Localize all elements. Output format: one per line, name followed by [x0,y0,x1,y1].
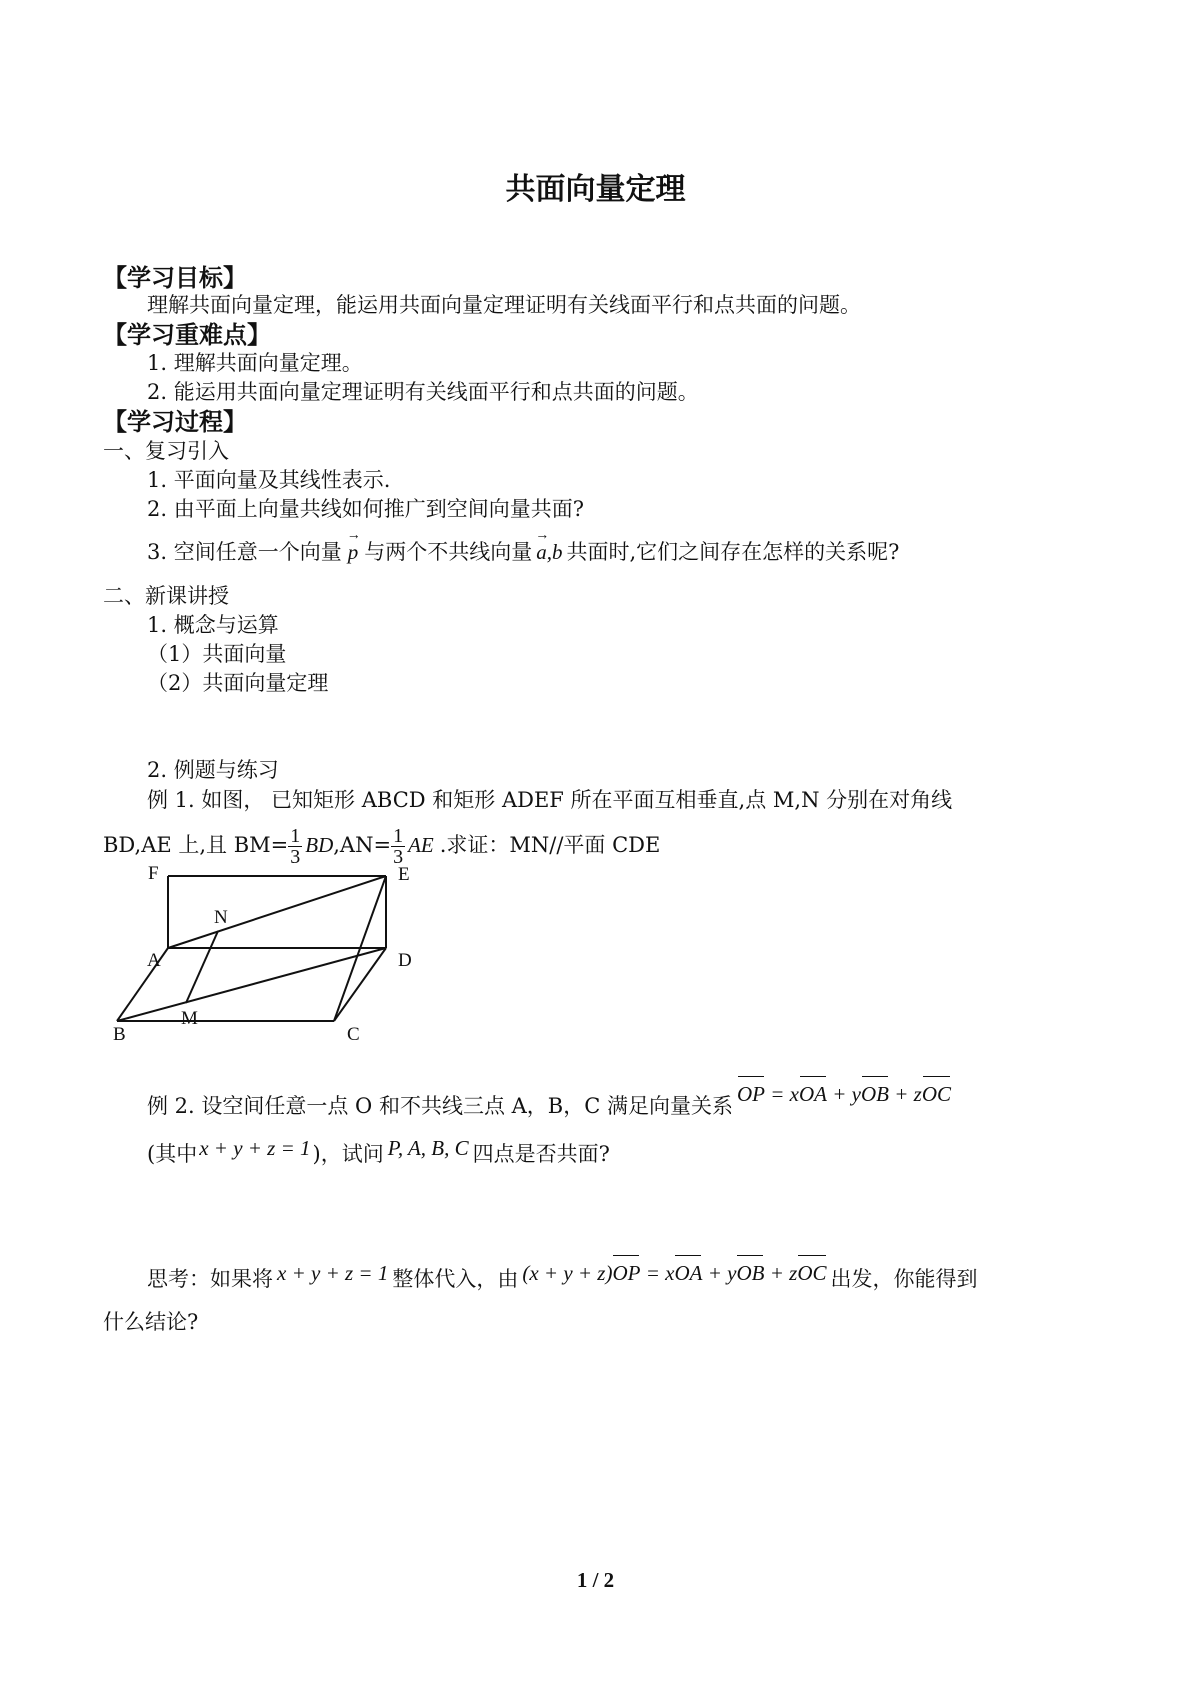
points-pabc: P, A, B, C [387,1136,469,1160]
learning-process-heading: 【学习过程】 [103,407,247,436]
label-e: E [398,864,410,885]
segment-mn [186,931,218,1003]
learning-goal-heading: 【学习目标】 [103,263,247,292]
example-2-text-a: (其中 [147,1142,198,1166]
example-2-line-1 [147,1082,951,1120]
vector-p: → p [348,538,359,566]
example-2-text-b: )，试问 [312,1142,384,1166]
new-lesson-heading: 二、新课讲授 [103,584,229,608]
segment-ae: AE [408,833,434,857]
diagonal-ae [168,876,386,948]
new-lesson-item-2: 2. 例题与练习 [147,758,279,782]
label-b: B [113,1024,126,1045]
review-item-3-part-a: 3. 空间任意一个向量 [147,540,342,564]
label-m: M [181,1008,198,1029]
new-lesson-sub-2: （2）共面向量定理 [147,671,329,695]
think-condition: x + y + z = 1 [277,1261,389,1285]
condition-sum: x + y + z = 1 [199,1136,311,1160]
vectors-a-b: → a,b [536,538,562,566]
new-lesson-item-1: 1. 概念与运算 [147,613,279,637]
review-item-1: 1. 平面向量及其线性表示. [147,468,391,492]
think-text-b: 整体代入，由 [392,1267,519,1291]
example-1-line-1: 例 1. 如图， 已知矩形 ABCD 和矩形 ADEF 所在平面互相垂直,点 M,N 分别在对角线 [147,788,953,812]
review-heading: 一、复习引入 [103,439,229,463]
example-1-text-c: .求证：MN//平面 CDE [439,833,661,857]
label-f: F [148,863,159,884]
key-point-1: 1. 理解共面向量定理。 [147,351,363,375]
page-number: 1 / 2 [576,1568,615,1592]
edge-cd [334,948,386,1021]
learning-goal-text: 理解共面向量定理，能运用共面向量定理证明有关线面平行和点共面的问题。 [147,293,861,317]
label-c: C [347,1024,360,1045]
think-text-c: 出发，你能得到 [830,1267,978,1291]
label-a: A [147,950,161,971]
fraction-one-third: $\frac{1}{3}$ [290,825,301,868]
think-text-a: 思考：如果将 [147,1267,273,1291]
example-1-text-b: ,AN= [333,833,392,857]
key-point-2: 2. 能运用共面向量定理证明有关线面平行和点共面的问题。 [147,380,699,404]
new-lesson-sub-1: （1）共面向量 [147,642,287,666]
label-d: D [398,950,412,971]
key-points-heading: 【学习重难点】 [103,320,271,349]
label-n: N [214,907,228,928]
segment-bd: BD [305,833,334,857]
vector-equation: OP = xOA + yOB + zOC [736,1082,951,1106]
example-2-text-c: 四点是否共面? [472,1142,610,1166]
think-line-2: 什么结论? [103,1310,199,1334]
think-equation: (x + y + z)OP = xOA + yOB + zOC [522,1261,827,1285]
review-item-3-part-b: 与两个不共线向量 [364,540,533,564]
review-item-3-part-c: 共面时,它们之间存在怎样的关系呢? [566,540,900,564]
page-title: 共面向量定理 [505,172,686,207]
fraction-one-third-2: $\frac{1}{3}$ [393,825,404,868]
example-2-text: 例 2. 设空间任意一点 O 和不共线三点 A，B，C 满足向量关系 [147,1094,733,1118]
example-2-line-2 [147,1136,610,1168]
review-item-2: 2. 由平面上向量共线如何推广到空间向量共面? [147,497,584,521]
think-line-1 [147,1261,978,1293]
example-1-text-a: BD,AE 上,且 BM= [103,833,289,857]
